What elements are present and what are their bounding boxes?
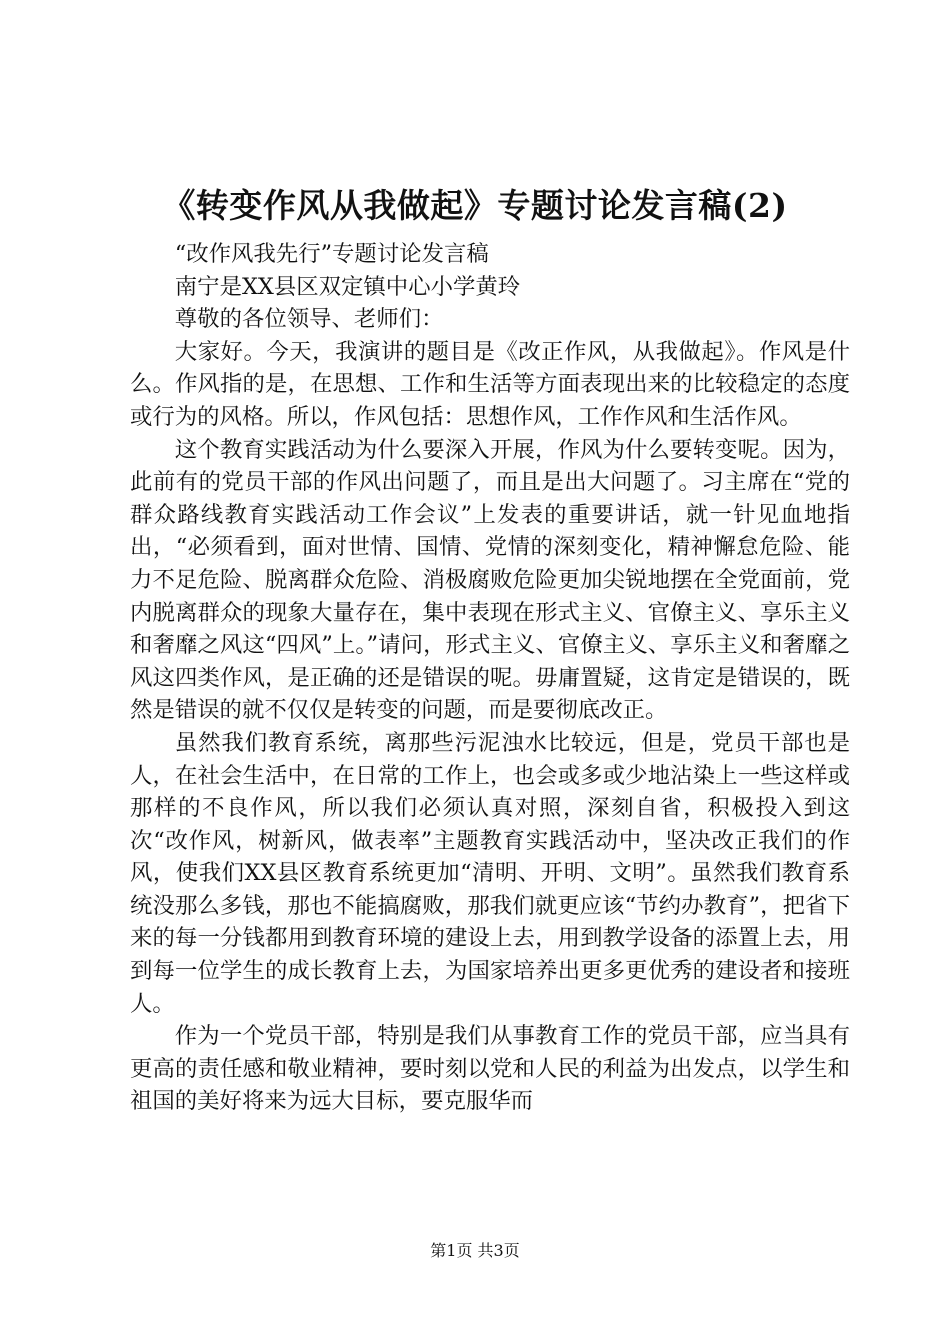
paragraph-salutation: 尊敬的各位领导、老师们： (174, 306, 444, 333)
paragraph-body: 大家好。今天，我演讲的题目是《改正作风，从我做起》。作风是什么。作风指的是，在思想、工作和生活等方面表现出来的比较稳定的态度或行为的风格。所以，作风包括：思想作风，工作作风和生活作风。 (130, 338, 850, 430)
document-body (130, 238, 850, 1118)
paragraph-body: 这个教育实践活动为什么要深入开展，作风为什么要转变呢。因为，此前有的党员干部的作风出问题了，而且是出大问题了。习主席在“党的群众路线教育实践活动工作会议”上发表的重要讲话，就一针见血地指出，“必须看到，面对世情、国情、党情的深刻变化，精神懈怠危险、能力不足危险、脱离群众危险、消极腐败危险更加尖锐地摆在全党面前，党内脱离群众的现象大量存在，集中表现在形式主义、官僚主义、享乐主义和奢靡之风这“四风”上。”请问，形式主义、官僚主义、享乐主义和奢靡之风这四类作风，是正确的还是错误的呢。毋庸置疑，这肯定是错误的，既然是错误的就不仅仅是转变的问题，而是要彻底改正。 (130, 436, 850, 724)
page-number: 第1页 共3页 (430, 1241, 520, 1260)
paragraph-author: 南宁是XX县区双定镇中心小学黄玲 (174, 273, 521, 300)
document-title: 《转变作风从我做起》专题讨论发言稿(2) (162, 186, 788, 225)
paragraph-body: 虽然我们教育系统，离那些污泥浊水比较远，但是，党员干部也是人，在社会生活中，在日常的工作上，也会或多或少地沾染上一些这样或那样的不良作风，所以我们必须认真对照，深刻自省，积极投入到这次“改作风，树新风，做表率”主题教育实践活动中，坚决改正我们的作风，使我们XX县区教育系统更加“清明、开明、文明”。虽然我们教育系统没那么多钱，那也不能搞腐败，那我们就更应该“节约办教育”，把省下来的每一分钱都用到教育环境的建设上去，用到教学设备的添置上去，用到每一位学生的成长教育上去，为国家培养出更多更优秀的建设者和接班人。 (130, 729, 850, 1017)
paragraph-subtitle: “改作风我先行”专题讨论发言稿 (174, 241, 489, 267)
paragraph-body: 作为一个党员干部，特别是我们从事教育工作的党员干部，应当具有更高的责任感和敬业精神，要时刻以党和人民的利益为出发点，以学生和祖国的美好将来为远大目标，要克服华而 (130, 1023, 850, 1115)
